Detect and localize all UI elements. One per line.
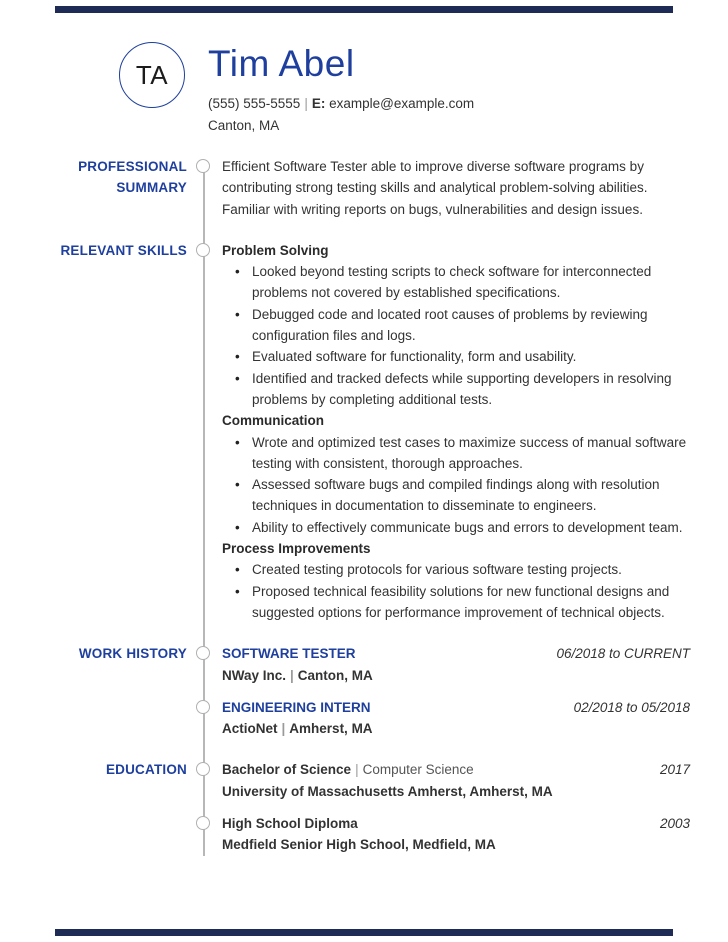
bullet-text: Assessed software bugs and compiled findings along with resolution techniques in documentation to disseminate to engineers. <box>252 477 660 514</box>
job-dates: 06/2018 to CURRENT <box>556 646 690 662</box>
section-body <box>222 643 728 739</box>
degree-separator: | <box>355 762 359 778</box>
bullet-text: Ability to effectively communicate bugs and errors to development team. <box>252 519 683 535</box>
bullet-icon: • <box>235 583 240 599</box>
candidate-name: Tim Abel <box>208 43 355 84</box>
skill-group <box>222 240 690 410</box>
skill-bullet <box>222 559 690 580</box>
job-organization <box>222 665 690 686</box>
section-work-history <box>0 643 728 739</box>
education-head <box>222 759 690 780</box>
bullet-icon: • <box>235 434 240 450</box>
avatar-initials: TA <box>135 60 169 90</box>
section-relevant-skills <box>0 240 728 623</box>
skill-heading: Problem Solving <box>222 242 329 258</box>
job-head <box>222 643 690 664</box>
bullet-icon: • <box>235 519 240 535</box>
timeline-marker <box>196 646 210 660</box>
skill-group <box>222 410 690 538</box>
skill-bullet <box>222 304 690 347</box>
org-location: Amherst, MA <box>289 721 373 737</box>
degree-name: Bachelor of Science <box>222 762 352 778</box>
job-dates: 02/2018 to 05/2018 <box>573 699 690 715</box>
summary-entry <box>222 156 690 220</box>
contact-separator: | <box>304 96 308 111</box>
summary-text: Efficient Software Tester able to improve diverse software programs by contributing strong testing skills and analytical problem-solving abilities. Familiar with writing reports on bugs, vulnerabilities and design issues. <box>222 159 648 217</box>
skill-bullet <box>222 368 690 411</box>
bullet-icon: • <box>235 562 240 578</box>
bullet-icon: • <box>235 370 240 386</box>
timeline-marker <box>196 762 210 776</box>
section-education <box>0 759 728 855</box>
bullet-icon: • <box>235 306 240 322</box>
initials-avatar <box>119 42 185 108</box>
email-label: E: <box>311 96 326 111</box>
skill-bullet <box>222 261 690 304</box>
skill-bullet <box>222 346 690 367</box>
job-entry <box>222 643 690 686</box>
org-location: Canton, MA <box>297 667 373 683</box>
job-organization <box>222 718 690 739</box>
org-name: ActioNet <box>222 721 278 737</box>
school-name: Medfield Senior High School, Medfield, MA <box>222 837 496 853</box>
skill-bullet <box>222 432 690 475</box>
skill-heading: Process Improvements <box>222 541 371 557</box>
skill-bullet <box>222 517 690 538</box>
email-address: example@example.com <box>329 96 475 111</box>
section-label: WORK HISTORY <box>78 646 187 662</box>
bullet-text: Debugged code and located root causes of problems by reviewing configuration files and logs. <box>252 306 648 344</box>
job-entry <box>222 697 690 740</box>
degree-line <box>222 759 474 780</box>
degree-name: High School Diploma <box>222 816 358 832</box>
bottom-rule-bar <box>55 929 673 936</box>
resume-header <box>119 42 474 137</box>
timeline-marker <box>196 700 210 714</box>
timeline-marker <box>196 159 210 173</box>
bullet-text: Created testing protocols for various software testing projects. <box>252 562 622 578</box>
bullet-text: Evaluated software for functionality, form and usability. <box>252 349 577 365</box>
skill-group <box>222 538 690 623</box>
phone-number: (555) 555-5555 <box>208 96 301 111</box>
org-name: NWay Inc. <box>222 667 287 683</box>
skill-bullet <box>222 581 690 624</box>
top-rule-bar <box>55 6 673 13</box>
bullet-text: Proposed technical feasibility solutions for new functional designs and suggested options for performance improvement of technical objects. <box>252 583 670 620</box>
graduation-year: 2017 <box>659 762 690 778</box>
skill-heading: Communication <box>222 413 325 429</box>
job-title: ENGINEERING INTERN <box>222 699 371 715</box>
section-label: EDUCATION <box>105 762 187 778</box>
timeline-marker <box>196 816 210 830</box>
contact-line <box>208 93 474 115</box>
education-head <box>222 813 690 834</box>
header-text <box>208 42 474 137</box>
bullet-icon: • <box>235 349 240 365</box>
job-title: SOFTWARE TESTER <box>222 646 356 662</box>
field-of-study: Computer Science <box>362 762 474 778</box>
bullet-text: Wrote and optimized test cases to maximize success of manual software testing with consistent, thorough approaches. <box>252 434 687 471</box>
section-body <box>222 240 728 623</box>
bullet-text: Identified and tracked defects while supporting developers in resolving problems by completing additional tests. <box>252 370 672 407</box>
job-head <box>222 697 690 718</box>
section-body <box>222 759 728 855</box>
section-label: PROFESSIONAL SUMMARY <box>78 159 187 196</box>
resume-sections <box>0 156 728 876</box>
org-separator: | <box>281 721 286 737</box>
graduation-year: 2003 <box>659 816 690 832</box>
bullet-icon: • <box>235 264 240 280</box>
degree-line <box>222 813 358 834</box>
section-professional-summary <box>0 156 728 220</box>
timeline-marker <box>196 243 210 257</box>
school-name: University of Massachusetts Amherst, Amherst, MA <box>222 783 553 799</box>
section-body <box>222 156 728 220</box>
section-label: RELEVANT SKILLS <box>60 242 187 258</box>
education-entry <box>222 759 690 802</box>
org-separator: | <box>290 667 294 683</box>
education-entry <box>222 813 690 856</box>
bullet-icon: • <box>235 477 240 493</box>
bullet-text: Looked beyond testing scripts to check software for interconnected problems not covered by established specifications. <box>252 264 652 301</box>
skill-bullet <box>222 474 690 517</box>
candidate-location: Canton, MA <box>208 118 280 133</box>
